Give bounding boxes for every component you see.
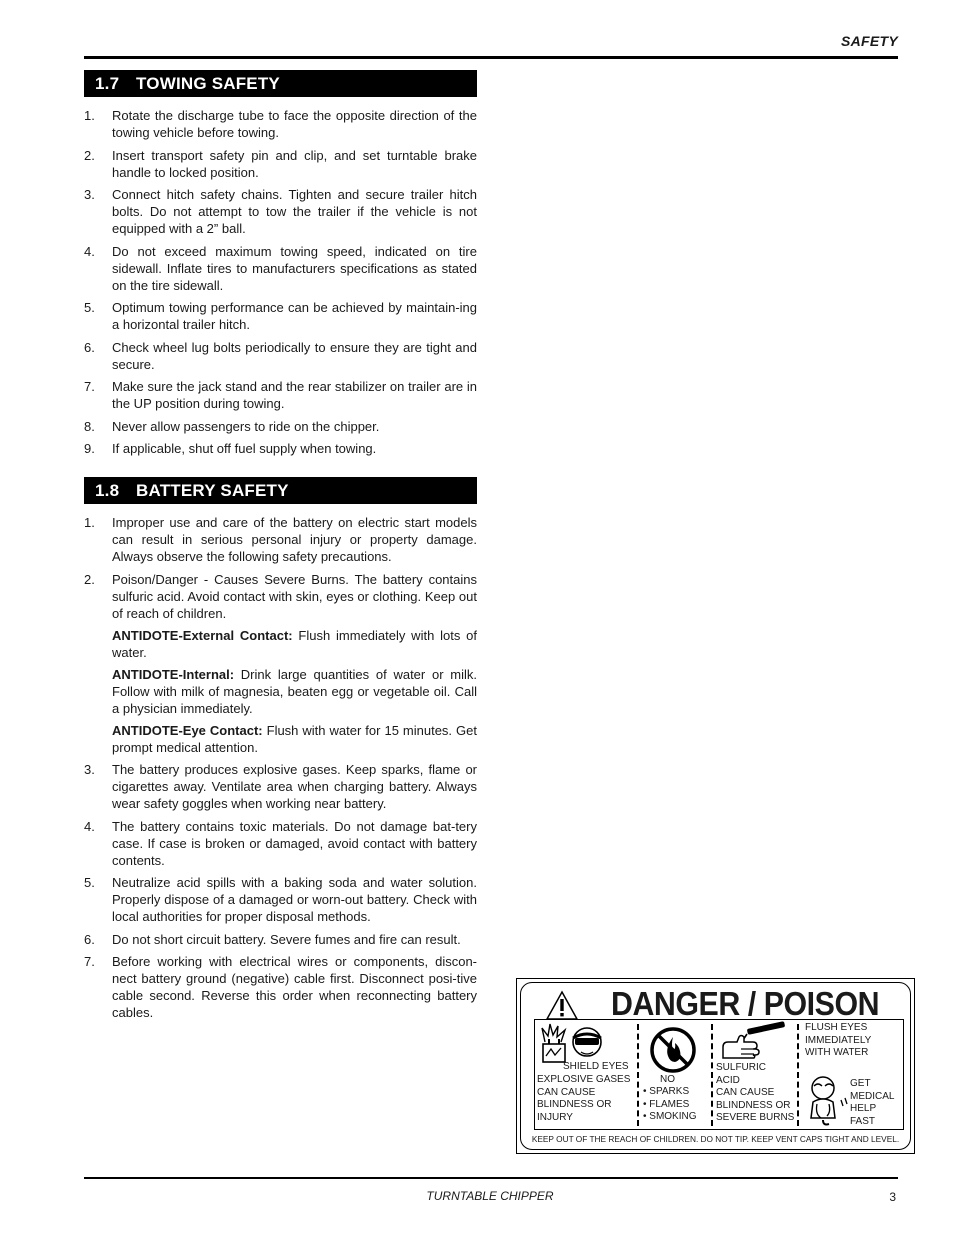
list-item-number: 9. [84,441,95,456]
antidote-label: ANTIDOTE-Internal: [112,667,235,682]
footer-title: TURNTABLE CHIPPER [426,1189,554,1203]
antidote-text: Drink large quantities of water or milk. Follow with milk of magnesia, beaten egg or vegetable oil. Call a physician immediately. [112,667,477,716]
panel-divider [637,1024,639,1126]
list-item [84,299,477,333]
danger-poison-label [516,978,915,1154]
list-item-number: 2. [84,147,95,163]
label-text-line: INJURY [537,1111,573,1123]
list-item-text: Improper use and care of the battery on electric start models can result in serious personal injury or property damage. Always observe the following safety precautions. [112,515,477,564]
list-item [84,418,477,435]
section-title: TOWING SAFETY [136,74,280,93]
label-text-line: GET [850,1078,871,1089]
list-item [84,440,477,457]
battery-safety-section [84,477,477,1027]
page-number: 3 [889,1190,896,1204]
label-text-line: CAN CAUSE [716,1087,775,1098]
list-item-number: 2. [84,571,95,587]
list-item-number: 3. [84,187,95,202]
label-text-line: MEDICAL [850,1090,895,1102]
list-item-text: Rotate the discharge tube to face the opposite direction of the towing vehicle before towing. [112,108,477,140]
section-number: 1.7 [95,74,120,93]
list-item-number: 6. [84,339,95,355]
list-item-text: Connect hitch safety chains. Tighten and secure trailer hitch bolts. Do not attempt to tow the trailer if the vehicle is not equipped with a 2” ball. [112,187,477,236]
acid-burn-hand-icon [719,1020,789,1060]
list-item [84,953,477,1021]
label-text-line: CAN CAUSE [537,1086,596,1098]
list-item [84,818,477,869]
antidote-text: Flush immediately with lots of water. [112,628,477,660]
section-title: BATTERY SAFETY [136,481,289,500]
label-pictogram-panel [534,1019,904,1130]
list-item-text: Check wheel lug bolts periodically to ensure they are tight and secure. [112,339,477,372]
list-item-text: Make sure the jack stand and the rear stabilizer on trailer are in the UP position during towing. [112,379,477,411]
section-number: 1.8 [95,481,120,500]
danger-poison-title: DANGER / POISON [611,985,880,1022]
list-item-number: 4. [84,818,95,834]
antidote-list [112,627,477,756]
label-text-line: HELP [850,1103,877,1114]
list-item [84,107,477,141]
panel-divider [711,1024,713,1126]
list-item [84,378,477,412]
list-item-text: Do not short circuit battery. Severe fumes and fire can result. [112,931,461,947]
shield-eyes-text [537,1074,630,1124]
antidote-label: ANTIDOTE-External Contact: [112,628,293,643]
shield-eyes-heading: SHIELD EYES [563,1061,629,1072]
list-item-text: If applicable, shut off fuel supply when towing. [112,441,377,456]
list-item-number: 4. [84,243,95,259]
list-item [84,571,477,622]
list-item [84,874,477,925]
label-text-line: FLUSH EYES [805,1022,868,1033]
label-text-line: BLINDNESS OR [537,1099,612,1110]
list-item [84,514,477,565]
battery-list-continued [84,761,477,1021]
no-fire-heading: NO [660,1074,675,1085]
footer-rule [84,1177,898,1179]
list-item [84,931,477,948]
list-item-text: Do not exceed maximum towing speed, indicated on tire sidewall. Inflate tires to manufacturers specifications as stated on the tire sidewall. [112,243,477,293]
towing-safety-section [84,70,477,463]
list-item-text: Poison/Danger - Causes Severe Burns. The battery contains sulfuric acid. Avoid contact with skin, eyes or clothing. Keep out of reach of children. [112,571,477,621]
list-item-number: 8. [84,418,95,434]
label-text-line: EXPLOSIVE GASES [537,1074,631,1085]
panel-divider [797,1024,799,1126]
list-item [84,186,477,237]
no-fire-text [643,1086,697,1124]
list-item-number: 1. [84,515,95,530]
antidote-text: Flush with water for 15 minutes. Get prompt medical attention. [112,723,477,755]
flush-eyes-text [805,1022,871,1060]
label-text-line: WITH WATER [805,1047,869,1058]
towing-list [84,107,477,457]
warning-triangle-icon [545,990,579,1021]
antidote-paragraph [112,666,477,717]
list-item-number: 7. [84,954,95,969]
label-text-line: • SMOKING [643,1111,697,1122]
get-medical-help-text [850,1078,894,1128]
list-item-number: 6. [84,931,95,947]
eye-wash-doctor-icon [801,1074,849,1126]
list-item-text: Insert transport safety pin and clip, and set turntable brake handle to locked position. [112,147,477,180]
list-item-text: Optimum towing performance can be achieved by maintain-ing a horizontal trailer hitch. [112,300,477,332]
label-text-line: SEVERE BURNS [716,1112,795,1123]
sulfuric-acid-text [716,1062,794,1125]
danger-label-border [520,982,911,1150]
list-item [84,147,477,181]
label-text-line: SULFURIC [716,1062,767,1073]
no-fire-icon [649,1026,697,1074]
battery-list [84,514,477,622]
list-item [84,761,477,812]
label-text-line: BLINDNESS OR [716,1099,791,1111]
label-text-line: • FLAMES [643,1098,690,1110]
list-item-number: 3. [84,762,95,777]
list-item [84,243,477,294]
list-item [84,339,477,373]
antidote-paragraph [112,722,477,756]
list-item-number: 7. [84,379,95,394]
list-item-text: Never allow passengers to ride on the chipper. [112,418,380,434]
header-section-label: SAFETY [840,33,898,49]
list-item-text: The battery contains toxic materials. Do not damage bat-tery case. If case is broken or damaged, avoid contact with battery contents. [112,818,477,868]
list-item-number: 5. [84,875,95,890]
list-item-text: Before working with electrical wires or components, discon-nect battery ground (negative) cable first. Disconnect posi-tive cable second. Reverse this order when reconnecting battery cables. [112,954,477,1020]
antidote-paragraph [112,627,477,661]
towing-safety-heading [84,70,477,97]
label-text-line: • SPARKS [643,1086,690,1097]
label-text-line: FAST [850,1115,876,1127]
list-item-number: 5. [84,300,95,315]
antidote-label: ANTIDOTE-Eye Contact: [112,723,263,738]
list-item-number: 1. [84,108,95,123]
label-text-line: IMMEDIATELY [805,1034,872,1046]
list-item-text: Neutralize acid spills with a baking soda and water solution. Properly dispose of a damaged or worn-out battery. Check with local authorities for proper disposal methods. [112,875,477,924]
battery-safety-heading [84,477,477,504]
header-rule [84,56,898,59]
label-text-line: ACID [716,1074,740,1086]
label-caption: KEEP OUT OF THE REACH OF CHILDREN. DO NOT TIP. KEEP VENT CAPS TIGHT AND LEVEL. [531,1134,900,1144]
list-item-text: The battery produces explosive gases. Keep sparks, flame or cigarettes away. Ventilate area when charging battery. Always wear safety goggles when working near battery. [112,762,477,811]
